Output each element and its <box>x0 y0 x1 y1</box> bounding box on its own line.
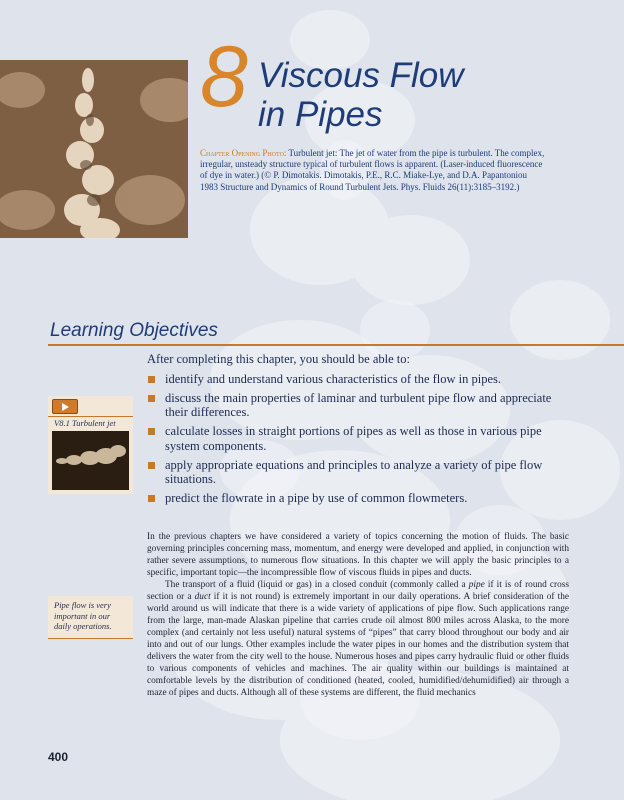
objective-item: discuss the main properties of laminar and turbulent pipe flow and appreciate their differences. <box>147 391 567 420</box>
objective-item: identify and understand various characteristics of the flow in pipes. <box>147 372 567 387</box>
chapter-title <box>258 56 464 134</box>
objective-item: apply appropriate equations and principles to analyze a variety of pipe flow situations. <box>147 458 567 487</box>
caption-label: Chapter Opening Photo: <box>200 148 287 158</box>
objective-item: predict the flowrate in a pipe by use of common flowmeters. <box>147 491 567 506</box>
term-pipe: pipe <box>468 580 485 590</box>
square-bullet-icon <box>148 376 155 383</box>
video-label: V8.1 Turbulent jet <box>54 418 116 428</box>
video-play-button[interactable] <box>52 399 78 414</box>
margin-note: Pipe flow is very important in our daily operations. <box>48 596 133 639</box>
section-divider <box>48 344 624 346</box>
body-text <box>147 531 569 699</box>
learning-objectives-intro: After completing this chapter, you should be able to: <box>147 352 410 366</box>
learning-objectives-list <box>147 352 567 510</box>
video-thumbnail[interactable] <box>52 431 129 490</box>
objective-item: calculate losses in straight portions of pipes as well as those in various pipe system components. <box>147 424 567 453</box>
play-icon <box>62 403 69 411</box>
square-bullet-icon <box>148 395 155 402</box>
video-sidebar <box>48 396 133 494</box>
body-paragraph-2: The transport of a fluid (liquid or gas) in a closed conduit (commonly called a pipe if it is of round cross section or a duct if it is not round) is extremely important in our daily operations. A brief consideration of the world around us will indicate that there is a wide variety of applications of pipe flow. Such applications range from the large, man-made Alaskan pipeline that carries crude oil almost 800 miles across Alaska, to the more complex (and certainly not less useful) natural systems of “pipes” that carry blood throughout our body and air into and out of our lungs. Other examples include the water pipes in our homes and the distribution system that delivers the water from the city well to the house. Numerous hoses and pipes carry hydraulic fluid or other fluids to various components of vehicles and machines. The air quality within our buildings is maintained at comfortable levels by the distribution of conditioned (heated, cooled, humidified/dehumidified) air through a maze of pipes and ducts. Although all of these systems are different, the fluid mechanics <box>147 580 569 698</box>
chapter-title-line2: in Pipes <box>258 95 383 134</box>
square-bullet-icon <box>148 462 155 469</box>
body-paragraph-1: In the previous chapters we have considered a variety of topics concerning the motion of fluids. The basic governing principles concerning mass, momentum, and energy were developed and applied, in conjunction with rather severe assumptions, to numerous flow situations. In this chapter we will apply the basic principles to a specific, important topic—the incompressible flow of viscous fluids in pipes and ducts. <box>147 532 569 578</box>
chapter-photo-caption <box>200 148 546 193</box>
square-bullet-icon <box>148 495 155 502</box>
page-number: 400 <box>48 750 69 764</box>
chapter-opening-photo <box>0 60 188 238</box>
chapter-title-line1: Viscous Flow <box>258 56 464 95</box>
square-bullet-icon <box>148 428 155 435</box>
learning-objectives-heading: Learning Objectives <box>50 320 218 341</box>
video-divider <box>48 416 133 417</box>
caption-text: Turbulent jet: The jet of water from the pipe is turbulent. The complex, irregular, unsteady structure typical of turbulent flows is apparent. (Laser-induced fluorescence of dye in water.) (© P. Dimotakis. Dimotakis, P.E., R.C. Miake-Lye, and D.A. Papantoniou 1983 Structure and Dynamics of Round Turbulent Jets. Phys. Fluids 26(11):3185–3192.) <box>200 148 545 192</box>
chapter-number: 8 <box>200 29 248 125</box>
term-duct: duct <box>194 592 211 602</box>
